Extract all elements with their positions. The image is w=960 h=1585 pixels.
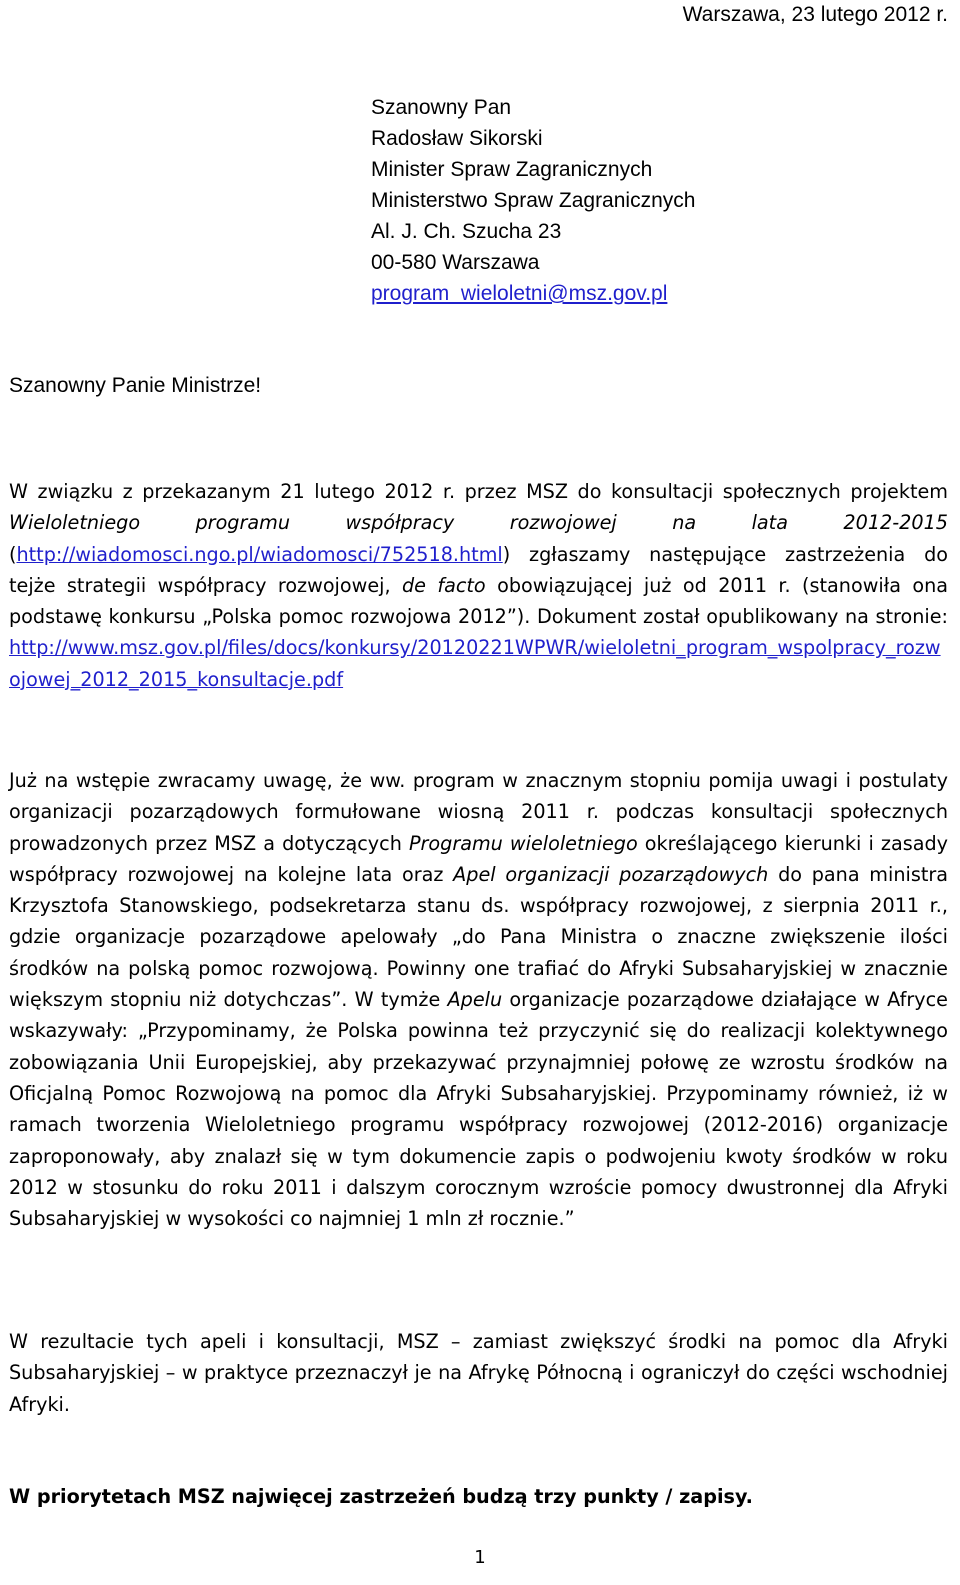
paragraph-ngo-appeal [9, 765, 948, 1234]
paragraph1-text-2: ( [9, 542, 17, 566]
recipient-address-block [371, 92, 695, 309]
ngo-news-link[interactable]: http://wiadomosci.ngo.pl/wiadomosci/752518.html [16, 542, 503, 566]
de-facto-phrase: de facto [401, 573, 486, 597]
recipient-city: 00-580 Warszawa [371, 251, 540, 274]
paragraph1-text-4: obowiązującej już od 2011 r. (stanowiła ona podstawę konkursu „Polska pomoc rozwojowa 2012”). Dokument został opublikowany na stronie: [9, 573, 948, 629]
recipient-email-link[interactable]: program_wieloletni@msz.gov.pl [371, 282, 668, 305]
paragraph2-text-2: określającego kierunki i zasady współpracy rozwojowej na kolejne lata oraz [9, 831, 949, 886]
msz-document-link[interactable]: http://www.msz.gov.pl/files/docs/konkursy/20120221WPWR/wieloletni_program_wspolpracy_rozwojowej_2012_2015_konsultacje.pdf [9, 636, 941, 691]
salutation: Szanowny Panie Ministrze! [9, 374, 262, 397]
paragraph-result: W rezultacie tych apeli i konsultacji, MSZ – zamiast zwiększyć środki na pomoc dla Afryki Subsaharyjskiej – w praktyce przeznaczył je na Afrykę Północną i ograniczył do części wschodniej Afryki. [9, 1330, 948, 1416]
appeal-title-italic: Apel organizacji pozarządowych [453, 862, 769, 886]
paragraph2-text-4: organizacje pozarządowe działające w Afryce wskazywały: „Przypominamy, że Polska powinna też przyczynić się do realizacji kolektywnego zobowiązania Unii Europejskiej, aby przekazywać przynajmniej połowę ze wzrostu środków na Oficjalną Pomoc Rozwojową na pomoc dla Afryki Subsaharyjskiej. Przypominamy również, iż w ramach tworzenia Wieloletniego programu współpracy rozwojowej (2012-2016) organizacje zaproponowały, aby znalazł się w tym dokumencie zapis o podwojeniu kwoty środków w roku 2012 w stosunku do roku 2011 i dalszym corocznym wzroście pomocy dwustronnej dla Afryki Subsaharyjskiej w wysokości co najmniej 1 mln zł rocznie.” [9, 988, 948, 1231]
recipient-name: Radosław Sikorski [371, 127, 543, 150]
paragraph2-text-1: Już na wstępie zwracamy uwagę, że ww. program w znacznym stopniu pomija uwagi i postulaty organizacji pozarządowych formułowane wiosną 2011 r. podczas konsultacji społecznych prowadzonych przez MSZ a dotyczących [9, 769, 948, 855]
recipient-greeting-line: Szanowny Pan [371, 96, 512, 119]
recipient-street: Al. J. Ch. Szucha 23 [371, 220, 562, 243]
paragraph2-text-3: do pana ministra Krzysztofa Stanowskiego, podsekretarza stanu ds. współpracy rozwojowej, z sierpnia 2011 r., gdzie organizacje pozarządowe apelowały „do Pana Ministra o znaczne zwiększenie ilości środków na polską pomoc rozwojową. Powinny one trafiać do Afryki Subsaharyjskiej w znacznie większym stopniu niż dotychczas”. W tymże [9, 862, 948, 1012]
paragraph-priorities-heading: W priorytetach MSZ najwięcej zastrzeżeń budzą trzy punkty / zapisy. [9, 1485, 753, 1508]
recipient-ministry: Ministerstwo Spraw Zagranicznych [371, 189, 696, 212]
paragraph1-text-1: W związku z przekazanym 21 lutego 2012 r. przez MSZ do konsultacji społecznych projektem [9, 480, 948, 503]
program-title: Wieloletniego programu współpracy rozwojowej na lata 2012-2015 [9, 511, 948, 535]
recipient-position: Minister Spraw Zagranicznych [371, 158, 653, 181]
paragraph1-text-3: ) zgłaszamy następujące zastrzeżenia do tejże strategii współpracy rozwojowej, [9, 542, 948, 597]
appeal-word-italic: Apelu [447, 988, 503, 1012]
letter-date: Warszawa, 23 lutego 2012 r. [682, 3, 948, 26]
paragraph-consultation-intro [9, 476, 948, 695]
page-number: 1 [474, 1547, 486, 1568]
program-name-italic: Programu wieloletniego [408, 831, 638, 855]
